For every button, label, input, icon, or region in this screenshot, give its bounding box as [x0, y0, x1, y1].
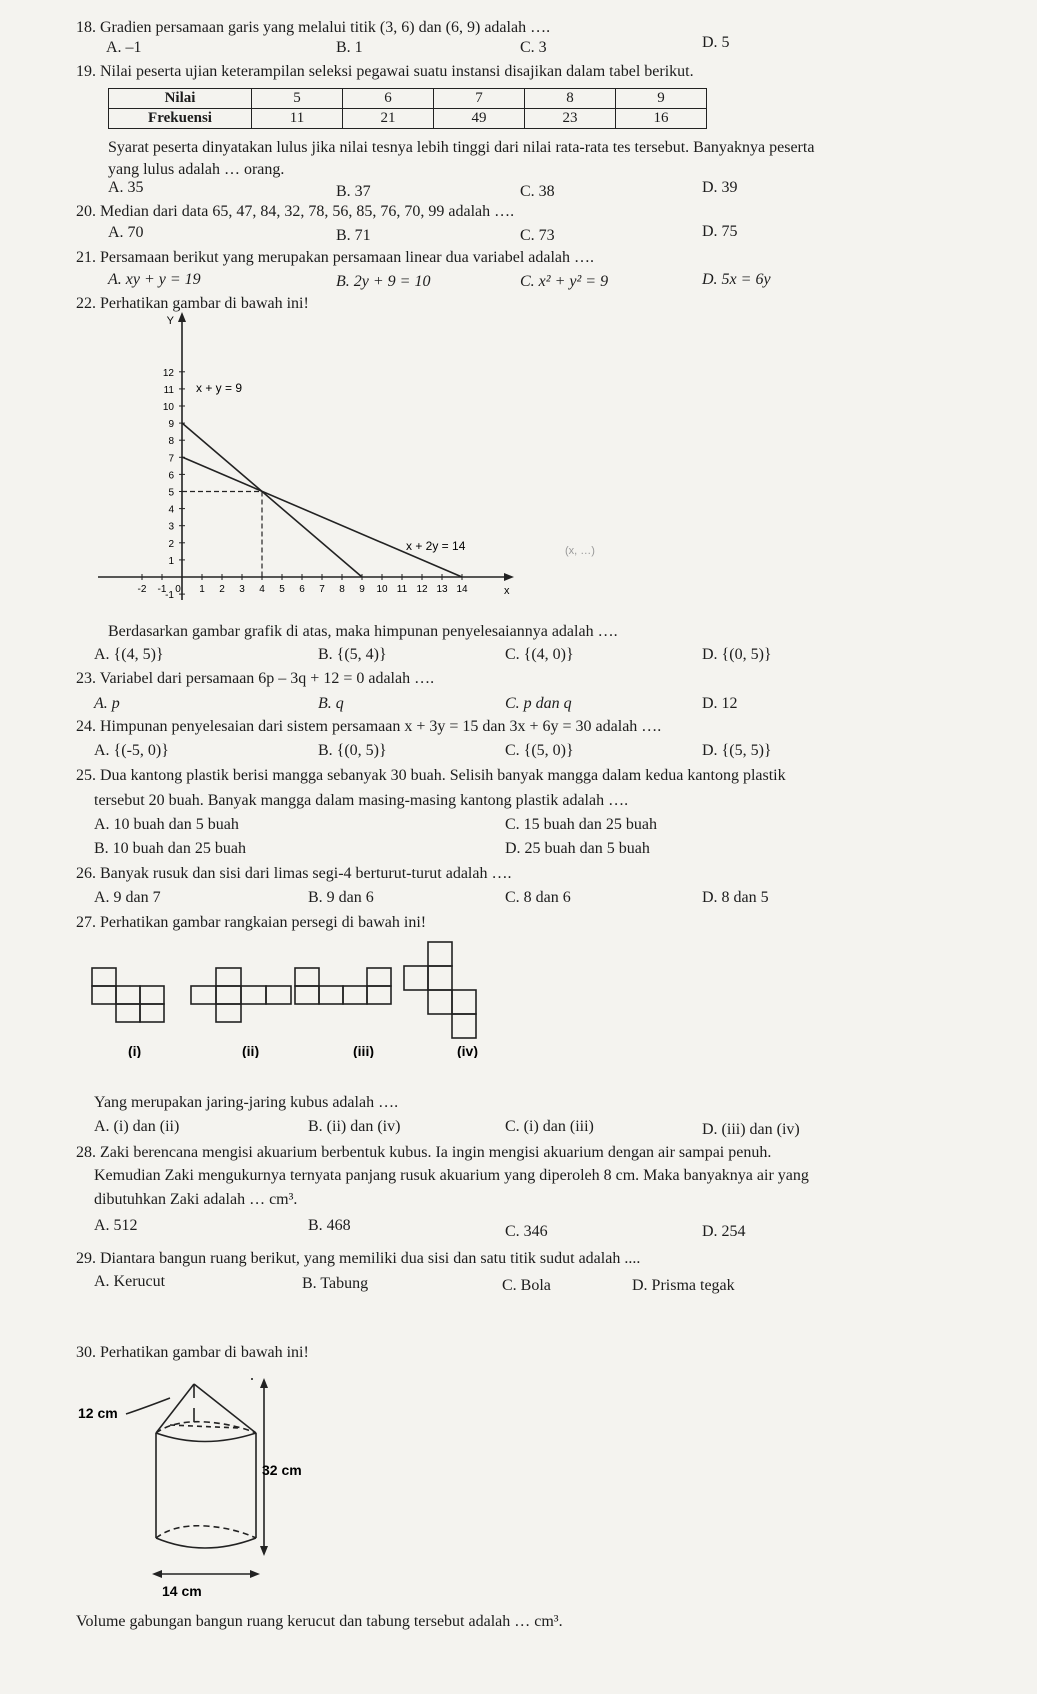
y-tick-label: 1	[168, 555, 174, 567]
x-tick-label: -2	[137, 584, 147, 595]
x-tick-label: 4	[259, 584, 265, 595]
q25-option-a[interactable]: A. 10 buah dan 5 buah	[94, 816, 239, 833]
q18-option-d[interactable]: D. 5	[702, 34, 730, 51]
q19-nilai-cell: 9	[616, 89, 707, 109]
x-tick-label: -1	[157, 584, 167, 595]
q22-option-a[interactable]: A. {(4, 5)}	[94, 646, 164, 663]
x-tick-label: 9	[359, 584, 365, 595]
q29-option-a[interactable]: A. Kerucut	[94, 1273, 166, 1290]
arrow-right-icon	[250, 1570, 260, 1578]
q28-option-b[interactable]: B. 468	[308, 1217, 351, 1234]
q27-option-c[interactable]: C. (i) dan (iii)	[505, 1118, 594, 1135]
q28-line3: dibutuhkan Zaki adalah … cm³.	[94, 1191, 298, 1208]
q30-stem: 30. Perhatikan gambar di bawah ini!	[76, 1344, 309, 1361]
q24-stem: 24. Himpunan penyelesaian dari sistem persamaan x + 3y = 15 dan 3x + 6y = 30 adalah ….	[76, 718, 662, 735]
y-tick-label: 11	[163, 384, 174, 396]
q29-option-b[interactable]: B. Tabung	[302, 1275, 369, 1292]
q19-nilai-cell: 5	[252, 89, 343, 109]
q24-option-a[interactable]: A. {(-5, 0)}	[94, 742, 169, 759]
x-tick-label: 14	[456, 584, 468, 595]
q19-option-c[interactable]: C. 38	[520, 183, 555, 200]
q23-option-c[interactable]: C. p dan q	[505, 695, 572, 712]
q24-option-c[interactable]: C. {(5, 0)}	[505, 742, 574, 759]
net-label-iii: (iii)	[353, 1043, 374, 1058]
net-label-ii: (ii)	[242, 1043, 260, 1058]
q27-question: Yang merupakan jaring-jaring kubus adalah ….	[94, 1094, 399, 1111]
x-tick-label: 10	[376, 584, 388, 595]
q21-option-d[interactable]: D. 5x = 6y	[702, 271, 771, 288]
cylinder-bottom-front	[156, 1538, 256, 1548]
label-12cm: 12 cm	[78, 1405, 118, 1421]
q22-graph	[90, 308, 520, 608]
q23-option-d[interactable]: D. 12	[702, 695, 738, 712]
q19-nilai-cell: 8	[525, 89, 616, 109]
q30-question: Volume gabungan bangun ruang kerucut dan tabung tersebut adalah … cm³.	[76, 1613, 563, 1630]
arrow-up-icon	[260, 1378, 268, 1388]
q28-stem: 28. Zaki berencana mengisi akuarium berbentuk kubus. Ia ingin mengisi akuarium dengan air sampai penuh.	[76, 1144, 772, 1161]
q19-frekuensi-cell: 21	[343, 109, 434, 129]
q19-frekuensi-header: Frekuensi	[109, 109, 252, 129]
x-tick-label: 1	[199, 584, 205, 595]
q25-option-d[interactable]: D. 25 buah dan 5 buah	[505, 840, 650, 857]
y-tick-label: 5	[168, 487, 174, 499]
slant-pointer	[126, 1398, 170, 1414]
q19-condition: Syarat peserta dinyatakan lulus jika nilai tesnya lebih tinggi dari nilai rata-rata tes tersebut. Banyaknya peserta	[108, 139, 815, 156]
q19-frekuensi-cell: 23	[525, 109, 616, 129]
q27-cube-nets	[88, 938, 528, 1058]
arrow-left-icon	[152, 1570, 162, 1578]
q25-stem: 25. Dua kantong plastik berisi mangga sebanyak 30 buah. Selisih banyak mangga dalam kedua kantong plastik	[76, 767, 786, 784]
q22-option-c[interactable]: C. {(4, 0)}	[505, 646, 574, 663]
q24-option-b[interactable]: B. {(0, 5)}	[318, 742, 387, 759]
q20-option-d[interactable]: D. 75	[702, 223, 738, 240]
q22-option-b[interactable]: B. {(5, 4)}	[318, 646, 387, 663]
cone-base-front	[156, 1433, 256, 1442]
q28-option-d[interactable]: D. 254	[702, 1223, 746, 1240]
q20-stem: 20. Median dari data 65, 47, 84, 32, 78, 56, 85, 76, 70, 99 adalah ….	[76, 203, 515, 220]
q19-question: yang lulus adalah … orang.	[108, 161, 285, 178]
q22-option-d[interactable]: D. {(0, 5)}	[702, 646, 772, 663]
y-tick-label: 9	[168, 419, 174, 431]
q27-stem: 27. Perhatikan gambar rangkaian persegi di bawah ini!	[76, 914, 427, 931]
q19-stem: 19. Nilai peserta ujian keterampilan seleksi pegawai suatu instansi disajikan dalam tabel berikut.	[76, 63, 694, 80]
label-line1: x + y = 9	[196, 381, 243, 395]
x-tick-label: 2	[219, 584, 225, 595]
cone-base-back	[156, 1422, 256, 1433]
q20-option-b[interactable]: B. 71	[336, 227, 371, 244]
q21-stem: 21. Persamaan berikut yang merupakan persamaan linear dua variabel adalah ….	[76, 249, 595, 266]
q25-line2: tersebut 20 buah. Banyak mangga dalam masing-masing kantong plastik adalah ….	[94, 792, 629, 809]
q19-nilai-cell: 7	[434, 89, 525, 109]
net-iii	[295, 968, 391, 1004]
net-label-i: (i)	[128, 1043, 142, 1058]
label-line2: x + 2y = 14	[406, 539, 466, 553]
line-x-plus-y-9	[182, 423, 362, 577]
cone-right-edge	[194, 1384, 256, 1433]
q19-option-d[interactable]: D. 39	[702, 179, 738, 196]
x-tick-label: 11	[396, 584, 408, 595]
q25-option-c[interactable]: C. 15 buah dan 25 buah	[505, 816, 657, 833]
q29-option-d[interactable]: D. Prisma tegak	[632, 1277, 735, 1294]
q22-question: Berdasarkan gambar grafik di atas, maka himpunan penyelesaiannya adalah ….	[108, 623, 618, 640]
x-axis-arrow-icon	[504, 573, 514, 581]
y-tick-label: -1	[165, 590, 174, 602]
label-14cm: 14 cm	[162, 1583, 202, 1598]
x-tick-label: 8	[339, 584, 345, 595]
label-32cm: 32 cm	[262, 1462, 302, 1478]
y-tick-label: 8	[168, 436, 174, 448]
q27-option-a[interactable]: A. (i) dan (ii)	[94, 1118, 180, 1135]
q19-nilai-header: Nilai	[109, 89, 252, 109]
q19-nilai-cell: 6	[343, 89, 434, 109]
net-ii	[191, 968, 291, 1022]
q18-stem: 18. Gradien persamaan garis yang melalui titik (3, 6) dan (6, 9) adalah ….	[76, 19, 551, 36]
y-tick-label: 4	[168, 504, 174, 516]
x-tick-label: 12	[416, 584, 428, 595]
q21-option-b[interactable]: B. 2y + 9 = 10	[336, 273, 431, 290]
q28-option-a[interactable]: A. 512	[94, 1217, 138, 1234]
q19-frekuensi-cell: 11	[252, 109, 343, 129]
q29-stem: 29. Diantara bangun ruang berikut, yang memiliki dua sisi dan satu titik sudut adalah ....	[76, 1250, 641, 1267]
q19-option-b[interactable]: B. 37	[336, 183, 371, 200]
x-tick-label: 7	[319, 584, 325, 595]
q18-option-b[interactable]: B. 1	[336, 39, 363, 56]
q19-option-a[interactable]: A. 35	[108, 179, 144, 196]
q21-option-a[interactable]: A. xy + y = 19	[108, 271, 201, 288]
x-tick-label: 0	[175, 584, 181, 595]
y-tick-label: 10	[162, 402, 174, 413]
q23-stem: 23. Variabel dari persamaan 6p – 3q + 12 = 0 adalah ….	[76, 670, 435, 687]
x-tick-label: 6	[299, 584, 305, 595]
q26-option-d[interactable]: D. 8 dan 5	[702, 889, 769, 906]
q18-option-c[interactable]: C. 3	[520, 39, 547, 56]
y-tick-label: 3	[168, 521, 174, 533]
q27-option-b[interactable]: B. (ii) dan (iv)	[308, 1118, 401, 1135]
x-tick-label: 5	[279, 584, 285, 595]
y-tick-label: 7	[168, 453, 174, 465]
q26-stem: 26. Banyak rusuk dan sisi dari limas segi-4 berturut-turut adalah ….	[76, 865, 512, 882]
y-tick-label: 6	[168, 470, 174, 482]
q27-option-d[interactable]: D. (iii) dan (iv)	[702, 1121, 800, 1138]
q30-cone-cylinder-figure	[74, 1378, 334, 1598]
q19-frekuensi-cell: 16	[616, 109, 707, 129]
q19-frequency-table	[108, 88, 707, 129]
net-label-iv: (iv)	[457, 1043, 478, 1058]
x-tick-label: 3	[239, 584, 245, 595]
q22-stem: 22. Perhatikan gambar di bawah ini!	[76, 295, 309, 312]
cylinder-bottom-back	[156, 1526, 256, 1538]
q25-option-b[interactable]: B. 10 buah dan 25 buah	[94, 840, 246, 857]
net-i	[92, 968, 164, 1022]
q24-option-d[interactable]: D. {(5, 5)}	[702, 742, 772, 759]
q19-frekuensi-cell: 49	[434, 109, 525, 129]
x-axis-label: x	[504, 585, 510, 597]
q26-option-c[interactable]: C. 8 dan 6	[505, 889, 571, 906]
q26-option-a[interactable]: A. 9 dan 7	[94, 889, 161, 906]
q22-pencil-note: (x, …)	[565, 545, 595, 557]
y-tick-label: 12	[162, 367, 174, 379]
q29-option-c[interactable]: C. Bola	[502, 1277, 551, 1294]
q20-option-a[interactable]: A. 70	[108, 224, 144, 241]
q23-option-a[interactable]: A. p	[94, 695, 120, 712]
q28-option-c[interactable]: C. 346	[505, 1223, 548, 1240]
q20-option-c[interactable]: C. 73	[520, 227, 555, 244]
x-tick-label: 13	[436, 584, 448, 595]
y-tick-label: 2	[168, 538, 174, 550]
y-axis-arrow-icon	[178, 312, 186, 322]
q23-option-b[interactable]: B. q	[318, 695, 344, 712]
q28-line2: Kemudian Zaki mengukurnya ternyata panjang rusuk akuarium yang diperoleh 8 cm. Maka banyaknya air yang	[94, 1167, 809, 1184]
q18-option-a[interactable]: A. –1	[106, 39, 142, 56]
arrow-down-icon	[260, 1546, 268, 1556]
line-x-plus-2y-14	[182, 457, 462, 577]
net-iv	[404, 942, 476, 1038]
q21-option-c[interactable]: C. x² + y² = 9	[520, 273, 609, 290]
y-axis-label: Y	[166, 315, 174, 327]
q26-option-b[interactable]: B. 9 dan 6	[308, 889, 374, 906]
